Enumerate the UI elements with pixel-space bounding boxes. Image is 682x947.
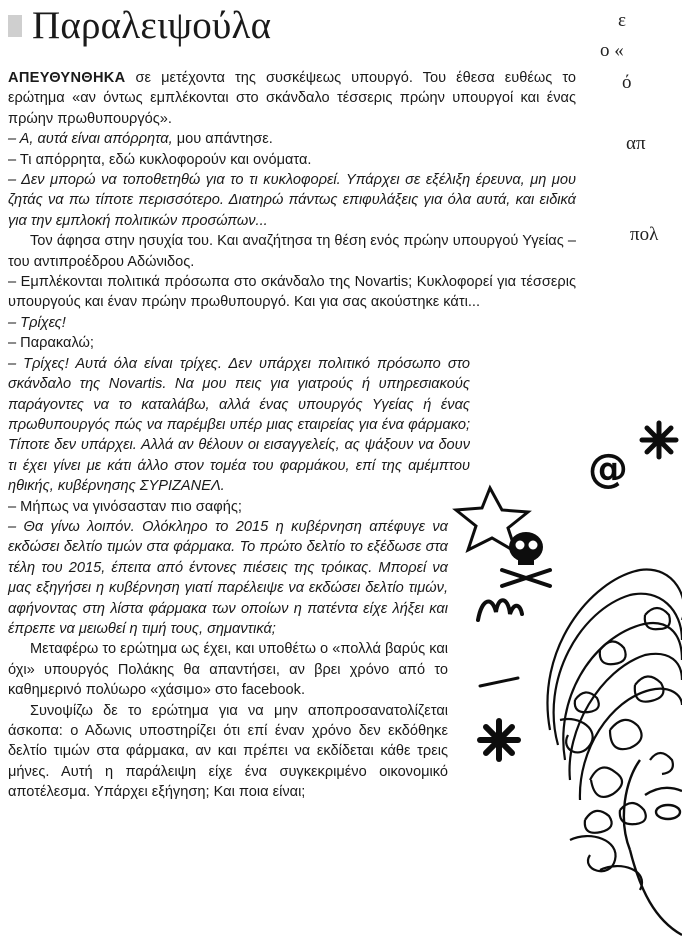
paragraph-question-4: – Παρακαλώ; — [8, 335, 94, 352]
title-marker — [8, 15, 22, 37]
paragraph-reply-2: – Δεν μπορώ να τοποθετηθώ για το τι κυκλοφορεί. Υπάρχει σε εξέλιξη έρευνα, μη μου ζητάς να πω τίποτε περισσότερο. Διατηρώ πάντως επιφυλάξεις για όλα αυτά, και ειδικά για την εμπλοκή πολιτικών προσώπων... — [8, 172, 576, 229]
lead-word: ΑΠΕΥΘΥΝΘΗΚΑ — [8, 70, 126, 86]
column-title: Παραλειψούλα — [32, 4, 272, 47]
reply-1-italic: – Α, αυτά είναι απόρρητα, — [8, 131, 173, 148]
paragraph-reply-4: – Τρίχες! Αυτά όλα είναι τρίχες. Δεν υπάρχει πολιτικό πρόσωπο στο σκάνδαλο της Novartis. Να μου πεις για γιατρούς ή υπηρεσιακούς παράγοντες να το καταλάβω, αλλά ένας υπουργός Υγείας ή ένας πρωθυπουργός πώς να παρέμβει υπέρ μιας εταιρείας για ένα φάρμακο; Τίποτε δεν υπάρχει. Αλλά αν θέλουν οι εισαγγελείς, ας ψάξουν να δουν τι έχει γίνει με κάτι άλλο στον τομέα του φαρμάκου, επί της αμέμπτου ηθικής, κυβέρνησης ΣΥΡΙΖΑΝΕΛ. — [8, 355, 470, 495]
paragraph-narration-1: Τον άφησα στην ησυχία του. Και αναζήτησα τη θέση ενός πρώην υπουργού Υγείας – του αντιπροέδρου Αδώνιδος. — [8, 233, 576, 270]
symbol-asterisk-top — [642, 423, 676, 457]
reply-1-tail: μου απάντησε. — [172, 131, 273, 148]
paragraph-narration-3: Συνοψίζω δε το ερώτημα για να μην αποπροσανατολίζεται άσκοπα: ο Αδωνις υποστηρίζει ότι επί έναν χρόνο δεν εκδόθηκε δελτίο τιμών στα φάρμακα, αν και πρέπει να εκδίδεται κάθε τρεις μήνες. Αυτή η παράλειψη είχε ένα συγκεκριμένο οικονομικό αποτέλεσμα. Υπάρχει εξήγηση; Και ποια είναι; — [8, 702, 448, 801]
symbol-asterisk-bottom — [480, 721, 518, 759]
bleed-fragment-1: ε — [618, 10, 626, 31]
paragraph-reply-5: – Θα γίνω λοιπόν. Ολόκληρο το 2015 η κυβέρνηση απέφυγε να εκδώσει δελτίο τιμών στα φάρμακα. Το πρώτο δελτίο το εξέδωσε στα τέλη του 2015, έπειτα από έντονες πιέσεις της τρόικας. Μπορεί να μας εξηγήσει η κυβέρνηση γιατί παρέλειψε να εκδώσει δελτίο τιμών, αφήνοντας στη λίστα φάρμακα των οποίων η πατέντα είχε λήξει και έπρεπε να μειωθεί η τιμή τους, σημαντικά; — [8, 518, 448, 637]
paragraph-narration-2: Μεταφέρω το ερώτημα ως έχει, και υποθέτω ο «πολλά βαρύς και όχι» υπουργός Πολάκης θα απαντήσει, αν βρει χρόνο από το καθημερινό πολύωρο «χάσιμο» στο facebook. — [8, 641, 448, 699]
bleed-fragment-5: πολ — [630, 224, 659, 245]
paragraph-reply-3: – Τρίχες! — [8, 314, 66, 331]
paragraph-question-5: – Μήπως να γινόσασταν πιο σαφής; — [8, 498, 242, 515]
bleed-fragment-3: ό — [622, 72, 632, 93]
paragraph-question-2: – Τι απόρρητα, εδώ κυκλοφορούν και ονόματα. — [8, 151, 312, 168]
hair-scribble — [547, 570, 682, 890]
paragraph-question-3: – Εμπλέκονται πολιτικά πρόσωπα στο σκάνδαλο της Novartis; Κυκλοφορεί για τέσσερις υπουργούς και έναν πρώην πρωθυπουργό. Και για σας ακούστηκε κάτι... — [8, 274, 576, 311]
caricature-illustration — [440, 400, 682, 947]
bleed-fragment-2: ο « — [600, 40, 624, 61]
paragraph-reply-1 — [8, 129, 576, 149]
symbol-dash — [480, 678, 518, 686]
face-outline — [624, 760, 682, 935]
symbol-scribble-m — [478, 600, 522, 620]
paragraph-intro — [8, 68, 576, 129]
intro-text: σε μετέχοντα της συσκέψεως υπουργό. Του έθεσα ευθέως το ερώτημα «αν όντως εμπλέκονται στο σκάνδαλο τέσσερις πρώην υπουργοί και ένας πρώην πρωθυπουργός». — [8, 70, 577, 127]
svg-text:@: @ — [588, 446, 628, 492]
symbol-at-sign — [588, 446, 628, 492]
bleed-fragment-4: απ — [626, 133, 646, 154]
column-title-block — [8, 0, 271, 52]
